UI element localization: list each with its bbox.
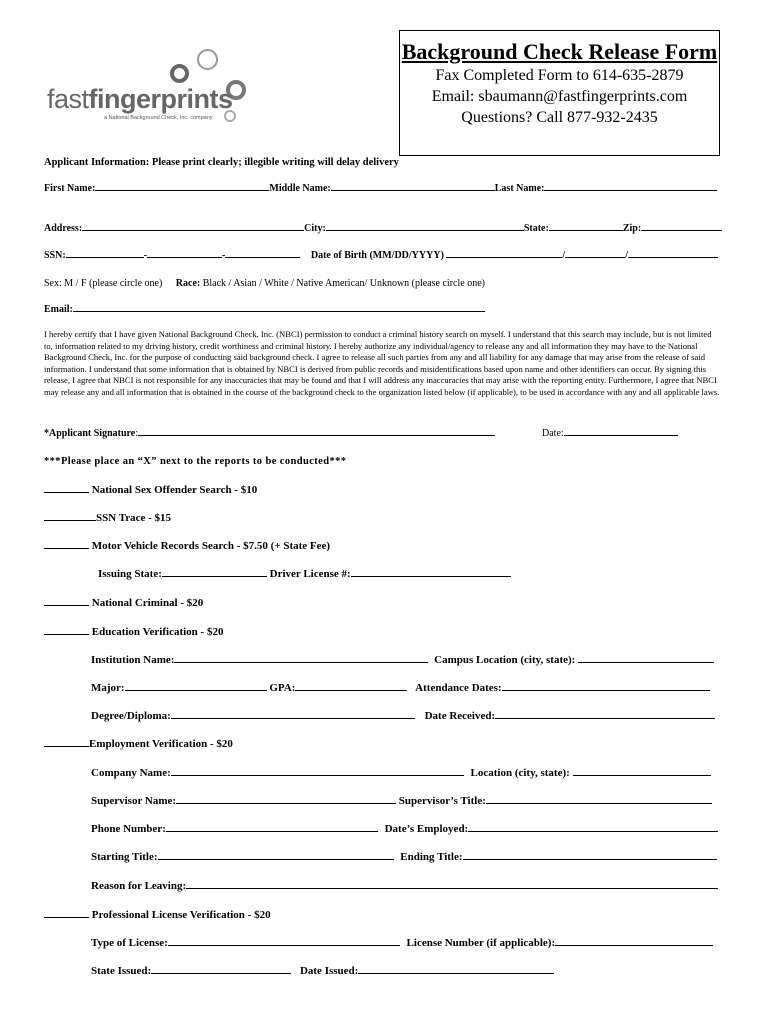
mvr-checkbox[interactable]: [44, 547, 89, 549]
campus-location-field[interactable]: [578, 661, 714, 663]
signature-date-row: [542, 428, 678, 439]
reason-row: [91, 880, 718, 892]
starting-title-label: Starting Title:: [91, 851, 158, 863]
applicant-info-heading: Applicant Information: Please print clearly; illegible writing will delay delivery: [44, 157, 399, 168]
attendance-dates-field[interactable]: [502, 689, 710, 691]
report-sex-offender: [44, 484, 257, 496]
signature-label: *Applicant Signature: [44, 428, 136, 439]
ssn-trace-checkbox[interactable]: [44, 519, 96, 521]
dates-employed-label: Date’s Employed:: [384, 823, 469, 835]
sex-race-row: [44, 278, 485, 289]
address-row: [44, 223, 722, 234]
major-field[interactable]: [125, 689, 267, 691]
reason-for-leaving-label: Reason for Leaving:: [91, 880, 187, 892]
signature-date-field[interactable]: [564, 434, 678, 436]
titles-row: [91, 851, 717, 863]
report-mvr: [44, 540, 330, 552]
driver-license-label: Driver License #:: [269, 568, 351, 580]
dob-month-field[interactable]: [446, 256, 562, 258]
ssn-part2-field[interactable]: [147, 256, 222, 258]
email-label: Email:: [44, 304, 73, 315]
dob-year-field[interactable]: [628, 256, 718, 258]
address-field[interactable]: [82, 229, 304, 231]
logo-ring-icon: [197, 49, 218, 70]
degree-field[interactable]: [171, 717, 415, 719]
institution-name-field[interactable]: [174, 661, 428, 663]
zip-label: Zip:: [622, 223, 642, 234]
company-name-label: Company Name:: [91, 767, 171, 779]
first-name-field[interactable]: [95, 189, 269, 191]
national-criminal-label: National Criminal - $20: [91, 597, 204, 609]
location-field[interactable]: [573, 774, 711, 776]
report-national-criminal: [44, 597, 203, 609]
company-name-field[interactable]: [171, 774, 464, 776]
middle-name-field[interactable]: [331, 189, 495, 191]
signature-date-label: Date:: [542, 428, 564, 439]
certification-text: I hereby certify that I have given National Background Check, Inc. (NBCI) permission to conduct a criminal history search on myself. I understand that this search may include, but is not limited to, information related to my driving history, credit worthiness and criminal history. I hereby authorize any individual/agency to release any and all information they may have to the National Background Check, Inc. for the purpose of conducting said background check. I agree to release all such parties from any and all liability for any damage that may arise from the release of said information. I understand that some information that is obtained by NBCI is derived from public records and misidentifications based upon name and other identifiers can occur. By signing this release, I agree that NBCI is not responsible for any inaccuracies that may be found and that I will address any inaccuracies that may arise with the reporting entity. Furthermore, I agree that NBCI may release any and all information that is obtained in the course of the background check to the organization listed below (if applicable), to be used in accordance with any and all applicable laws.: [44, 329, 720, 397]
state-issued-row: [91, 965, 554, 977]
license-row: [91, 937, 713, 949]
ssn-part1-field[interactable]: [66, 256, 144, 258]
national-criminal-checkbox[interactable]: [44, 604, 89, 606]
logo-subline: a National Background Check, Inc. company: [104, 115, 213, 121]
supervisor-row: [91, 795, 712, 807]
ending-title-label: Ending Title:: [400, 851, 463, 863]
fax-line: Fax Completed Form to 614-635-2879: [435, 67, 684, 84]
issuing-state-label: Issuing State:: [98, 568, 162, 580]
date-issued-field[interactable]: [358, 972, 554, 974]
report-professional-license: [44, 909, 271, 921]
city-label: City:: [304, 223, 326, 234]
campus-location-label: Campus Location (city, state):: [434, 654, 576, 666]
gpa-field[interactable]: [295, 689, 407, 691]
license-number-field[interactable]: [555, 944, 713, 946]
state-label: State:: [523, 223, 549, 234]
date-issued-label: Date Issued:: [299, 965, 359, 977]
race-label: Race:: [175, 278, 201, 289]
mvr-details-row: [98, 568, 511, 580]
state-field[interactable]: [549, 229, 623, 231]
signature-row: [44, 428, 495, 439]
company-logo: [44, 44, 264, 134]
ending-title-field[interactable]: [463, 858, 717, 860]
employment-checkbox[interactable]: [44, 745, 89, 747]
signature-colon: :: [135, 428, 139, 439]
sex-option[interactable]: Sex: M / F (please circle one): [44, 278, 163, 289]
middle-name-label: Middle Name:: [269, 183, 331, 194]
signature-field[interactable]: [138, 434, 495, 436]
first-name-row: [44, 183, 717, 194]
type-of-license-label: Type of License:: [91, 937, 168, 949]
ssn-trace-label: SSN Trace - $15: [96, 512, 172, 524]
degree-row: [91, 710, 715, 722]
page-title: Background Check Release Form: [401, 39, 718, 64]
company-row: [91, 767, 711, 779]
ssn-part3-field[interactable]: [225, 256, 300, 258]
reason-for-leaving-field[interactable]: [186, 887, 718, 889]
supervisor-title-label: Supervisor’s Title:: [398, 795, 486, 807]
report-education: [44, 626, 223, 638]
sex-offender-checkbox[interactable]: [44, 491, 89, 493]
phone-number-field[interactable]: [166, 830, 378, 832]
employment-label: Employment Verification - $20: [89, 738, 233, 750]
first-name-label: First Name:: [44, 183, 96, 194]
address-label: Address:: [44, 223, 83, 234]
last-name-field[interactable]: [544, 189, 717, 191]
ssn-separator: -: [143, 250, 148, 261]
city-field[interactable]: [326, 229, 524, 231]
date-received-label: Date Received:: [424, 710, 496, 722]
report-ssn-trace: [44, 512, 171, 524]
ssn-dob-row: [44, 250, 718, 261]
report-employment: [44, 738, 233, 750]
ssn-separator: -: [222, 250, 226, 261]
type-of-license-field[interactable]: [168, 944, 400, 946]
major-label: Major:: [91, 682, 125, 694]
degree-label: Degree/Diploma:: [91, 710, 171, 722]
gpa-label: GPA:: [269, 682, 296, 694]
email-line: Email: sbaumann@fastfingerprints.com: [431, 88, 688, 105]
email-field[interactable]: [73, 310, 485, 312]
dob-separator: /: [625, 250, 628, 261]
location-label: Location (city, state):: [470, 767, 570, 779]
ssn-label: SSN:: [44, 250, 66, 261]
professional-license-checkbox[interactable]: [44, 916, 89, 918]
logo-ring-icon: [170, 64, 189, 83]
supervisor-name-field[interactable]: [176, 802, 396, 804]
professional-license-label: Professional License Verification - $20: [91, 909, 271, 921]
starting-title-field[interactable]: [158, 858, 394, 860]
phone-row: [91, 823, 718, 835]
education-label: Education Verification - $20: [91, 626, 224, 638]
major-row: [91, 682, 710, 694]
state-issued-label: State Issued:: [91, 965, 152, 977]
phone-number-label: Phone Number:: [91, 823, 166, 835]
email-row: [44, 304, 485, 315]
dates-employed-field[interactable]: [468, 830, 718, 832]
issuing-state-field[interactable]: [162, 575, 267, 577]
institution-row: [91, 654, 714, 666]
license-number-label: License Number (if applicable):: [406, 937, 556, 949]
institution-name-label: Institution Name:: [91, 654, 175, 666]
reports-instruction: ***Please place an “X” next to the reports to be conducted***: [44, 456, 347, 467]
zip-field[interactable]: [641, 229, 722, 231]
dob-separator: /: [562, 250, 566, 261]
attendance-dates-label: Attendance Dates:: [415, 682, 502, 694]
dob-day-field[interactable]: [565, 256, 625, 258]
driver-license-field[interactable]: [351, 575, 511, 577]
questions-line: Questions? Call 877-932-2435: [461, 109, 658, 126]
mvr-label: Motor Vehicle Records Search - $7.50 (+ State Fee): [91, 540, 331, 552]
last-name-label: Last Name:: [494, 183, 545, 194]
supervisor-name-label: Supervisor Name:: [91, 795, 177, 807]
dob-label: Date of Birth (MM/DD/YYYY): [310, 250, 444, 261]
state-issued-field[interactable]: [151, 972, 291, 974]
education-checkbox[interactable]: [44, 633, 89, 635]
logo-wordmark: fastfingerprints: [47, 84, 233, 114]
header-box: [399, 30, 720, 156]
supervisor-title-field[interactable]: [486, 802, 712, 804]
date-received-field[interactable]: [495, 717, 715, 719]
sex-offender-label: National Sex Offender Search - $10: [91, 484, 258, 496]
race-options[interactable]: Black / Asian / White / Native American/ Unknown (please circle one): [202, 278, 485, 289]
